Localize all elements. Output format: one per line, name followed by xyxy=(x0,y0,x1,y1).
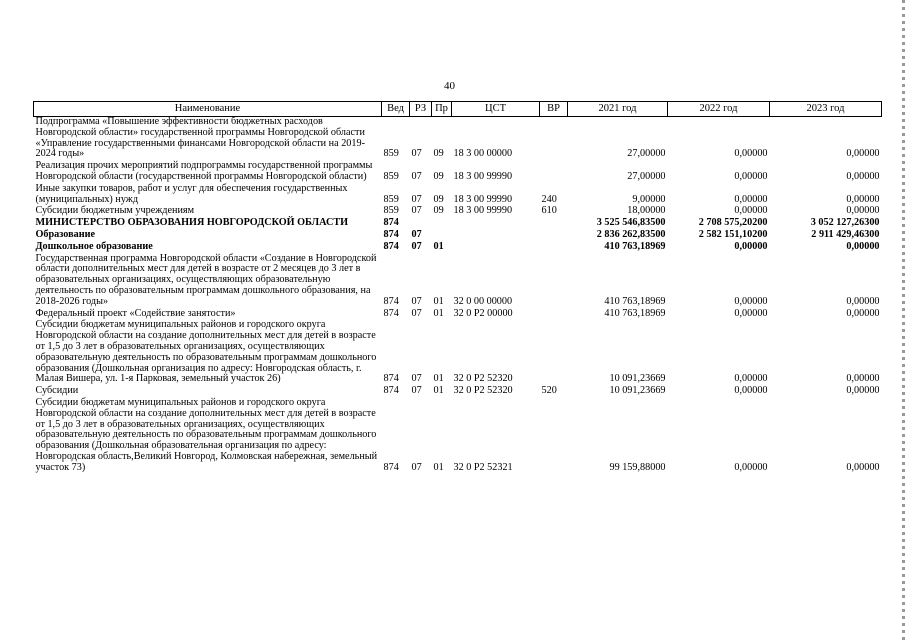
row-rz-cell: 07 xyxy=(411,240,422,252)
row-pr-cell: 01 xyxy=(433,295,444,307)
row-name-cell: Реализация прочих мероприятий подпрограммы государственной программы Новгородской области (государственной программы Новгородской области) xyxy=(35,160,373,182)
row-rz-cell: 07 xyxy=(411,205,422,217)
row-vr-cell xyxy=(540,398,568,475)
row-ved-cell: 874 xyxy=(383,307,399,319)
table-row xyxy=(34,230,882,242)
row-pr-cell: 01 xyxy=(433,240,444,252)
header-name: Наименование xyxy=(34,102,382,117)
row-2022-cell: 0,00000 xyxy=(734,295,768,307)
row-2023-cell: 0,00000 xyxy=(846,295,880,307)
header-cst: ЦСТ xyxy=(452,102,540,117)
row-name-cell: Субсидии бюджетам муниципальных районов и городского округа Новгородской области на создание дополнительных мест для детей в возрасте от 1,5 до 3 лет в образовательных организациях, осуществляющих образовательную деятельность по образовательным программам дошкольного образования (Дошкольная образовательная организация по адресу: Новгородская область,Великий Новгород, Колмовская набережная, земельный участок 73) xyxy=(35,396,378,473)
row-2023-cell: 0,00000 xyxy=(846,307,880,319)
row-vr-cell xyxy=(540,230,568,242)
row-2022-cell: 0,00000 xyxy=(734,170,768,182)
table-row xyxy=(34,398,882,475)
row-pr-cell: 09 xyxy=(433,170,444,182)
row-vr-cell xyxy=(540,161,568,184)
row-cst-cell: 32 0 00 00000 xyxy=(453,295,513,307)
row-pr-cell xyxy=(432,218,452,230)
row-ved-cell: 874 xyxy=(383,373,399,385)
header-vr: ВР xyxy=(540,102,568,117)
row-ved-cell: 859 xyxy=(383,193,399,205)
header-2023: 2023 год xyxy=(770,102,882,117)
row-name-cell: Субсидии бюджетным учреждениям xyxy=(35,205,195,217)
row-2023-cell: 0,00000 xyxy=(846,240,880,252)
row-2023-cell: 2 911 429,46300 xyxy=(811,228,880,240)
row-pr-cell: 09 xyxy=(433,193,444,205)
table-row xyxy=(34,184,882,207)
row-name-cell: Образование xyxy=(35,228,96,240)
row-vr-cell xyxy=(540,117,568,162)
row-2023-cell: 0,00000 xyxy=(846,193,880,205)
table-row xyxy=(34,254,882,309)
row-2021-cell: 410 763,18969 xyxy=(604,307,666,319)
row-rz-cell: 07 xyxy=(411,385,422,397)
table-row xyxy=(34,117,882,162)
row-2022-cell: 2 582 151,10200 xyxy=(698,228,768,240)
row-pr-cell xyxy=(432,230,452,242)
row-2023-cell: 0,00000 xyxy=(846,148,880,160)
row-ved-cell: 874 xyxy=(383,217,399,229)
row-ved-cell: 874 xyxy=(383,295,399,307)
row-2023-cell: 0,00000 xyxy=(846,461,880,473)
row-2022-cell: 0,00000 xyxy=(734,307,768,319)
row-cst-cell: 18 3 00 99990 xyxy=(453,170,513,182)
row-2021-cell: 410 763,18969 xyxy=(604,240,666,252)
row-2021-cell: 27,00000 xyxy=(627,170,666,182)
row-rz-cell: 07 xyxy=(411,307,422,319)
row-2022-cell: 0,00000 xyxy=(734,385,768,397)
page-number: 40 xyxy=(444,80,455,92)
row-ved-cell: 859 xyxy=(383,205,399,217)
row-2022-cell: 0,00000 xyxy=(734,205,768,217)
row-rz-cell: 07 xyxy=(411,228,422,240)
row-pr-cell: 01 xyxy=(433,385,444,397)
row-2021-cell: 9,00000 xyxy=(632,193,666,205)
header-rz: РЗ xyxy=(410,102,432,117)
row-2021-cell: 3 525 546,83500 xyxy=(596,217,666,229)
row-pr-cell: 01 xyxy=(433,373,444,385)
row-2022-cell: 0,00000 xyxy=(734,373,768,385)
row-ved-cell: 874 xyxy=(383,385,399,397)
row-2022-cell: 0,00000 xyxy=(734,240,768,252)
row-vr-cell: 520 xyxy=(541,385,557,397)
row-2023-cell: 0,00000 xyxy=(846,205,880,217)
row-name-cell: МИНИСТЕРСТВО ОБРАЗОВАНИЯ НОВГОРОДСКОЙ ОБЛАСТИ xyxy=(35,217,349,229)
row-ved-cell: 874 xyxy=(383,461,399,473)
header-pr: Пр xyxy=(432,102,452,117)
row-pr-cell: 09 xyxy=(433,148,444,160)
row-name-cell: Субсидии xyxy=(35,385,79,397)
row-name-cell: Дошкольное образование xyxy=(35,240,153,252)
row-vr-cell xyxy=(540,218,568,230)
row-cst-cell: 18 3 00 99990 xyxy=(453,205,513,217)
row-name-cell: Государственная программа Новгородской области «Создание в Новгородской области дополнительных мест для детей в возрасте от 2 месяцев до 3 лет в образовательных организациях, осуществляющих образовательную деятельность по образовательным программам дошкольного образования, на 2018-2026 годы» xyxy=(35,252,377,307)
row-pr-cell: 09 xyxy=(433,205,444,217)
row-name-cell: Субсидии бюджетам муниципальных районов и городского округа Новгородской области на создание дополнительных мест для детей в возрасте от 1,5 до 3 лет в образовательных организациях, осуществляющих образовательную деятельность по образовательным программам дошкольного образования (Дошкольная организация по адресу: Новгородская область, г. Малая Вишера, ул. 1-я Парковая, земельный участок 26) xyxy=(35,319,377,385)
row-rz-cell: 07 xyxy=(411,193,422,205)
row-2021-cell: 2 836 262,83500 xyxy=(596,228,666,240)
row-vr-cell xyxy=(540,242,568,254)
row-vr-cell xyxy=(540,254,568,309)
row-rz-cell: 07 xyxy=(411,295,422,307)
table-row xyxy=(34,161,882,184)
row-ved-cell: 859 xyxy=(383,170,399,182)
row-vr-cell xyxy=(540,320,568,386)
row-pr-cell: 01 xyxy=(433,307,444,319)
row-cst-cell: 32 0 P2 00000 xyxy=(453,307,513,319)
table-body xyxy=(34,117,882,475)
header-2022: 2022 год xyxy=(668,102,770,117)
row-2023-cell: 0,00000 xyxy=(846,170,880,182)
row-rz-cell: 07 xyxy=(411,461,422,473)
row-2022-cell: 2 708 575,20200 xyxy=(698,217,768,229)
row-vr-cell: 610 xyxy=(541,205,557,217)
table-row xyxy=(34,242,882,254)
row-cst-cell: 32 0 P2 52320 xyxy=(453,373,513,385)
row-cst-cell: 18 3 00 99990 xyxy=(453,193,513,205)
row-2022-cell: 0,00000 xyxy=(734,461,768,473)
table-row xyxy=(34,320,882,386)
row-2023-cell: 3 052 127,26300 xyxy=(810,217,880,229)
row-ved-cell: 859 xyxy=(383,148,399,160)
row-cst-cell xyxy=(452,242,540,254)
row-2023-cell: 0,00000 xyxy=(846,385,880,397)
row-name-cell: Иные закупки товаров, работ и услуг для обеспечения государственных (муниципальных) нужд xyxy=(35,182,348,205)
budget-table xyxy=(33,101,882,475)
row-vr-cell: 240 xyxy=(541,193,557,205)
row-2021-cell: 18,00000 xyxy=(627,205,666,217)
row-pr-cell: 01 xyxy=(433,461,444,473)
row-2023-cell: 0,00000 xyxy=(846,373,880,385)
row-2021-cell: 410 763,18969 xyxy=(604,295,666,307)
row-2022-cell: 0,00000 xyxy=(734,193,768,205)
row-2021-cell: 10 091,23669 xyxy=(609,373,666,385)
row-cst-cell xyxy=(452,230,540,242)
row-rz-cell: 07 xyxy=(411,170,422,182)
row-ved-cell: 874 xyxy=(383,228,399,240)
row-ved-cell: 874 xyxy=(383,240,399,252)
row-2021-cell: 27,00000 xyxy=(627,148,666,160)
row-rz-cell: 07 xyxy=(411,373,422,385)
row-rz-cell: 07 xyxy=(411,148,422,160)
row-2021-cell: 99 159,88000 xyxy=(609,461,666,473)
row-name-cell: Подпрограмма «Повышение эффективности бюджетных расходов Новгородской области» государственной программы Новгородской области «Управление государственными финансами Новгородской области на 2019-2024 годы» xyxy=(35,116,365,160)
row-cst-cell: 18 3 00 00000 xyxy=(453,148,513,160)
row-name-cell: Федеральный проект «Содействие занятости» xyxy=(35,307,236,319)
row-cst-cell: 32 0 P2 52321 xyxy=(453,461,513,473)
row-cst-cell: 32 0 P2 52320 xyxy=(453,385,513,397)
row-2021-cell: 10 091,23669 xyxy=(609,385,666,397)
row-vr-cell xyxy=(540,309,568,321)
row-2022-cell: 0,00000 xyxy=(734,148,768,160)
header-2021: 2021 год xyxy=(568,102,668,117)
header-ved: Вед xyxy=(382,102,410,117)
table-header-row xyxy=(34,102,882,117)
row-cst-cell xyxy=(452,218,540,230)
